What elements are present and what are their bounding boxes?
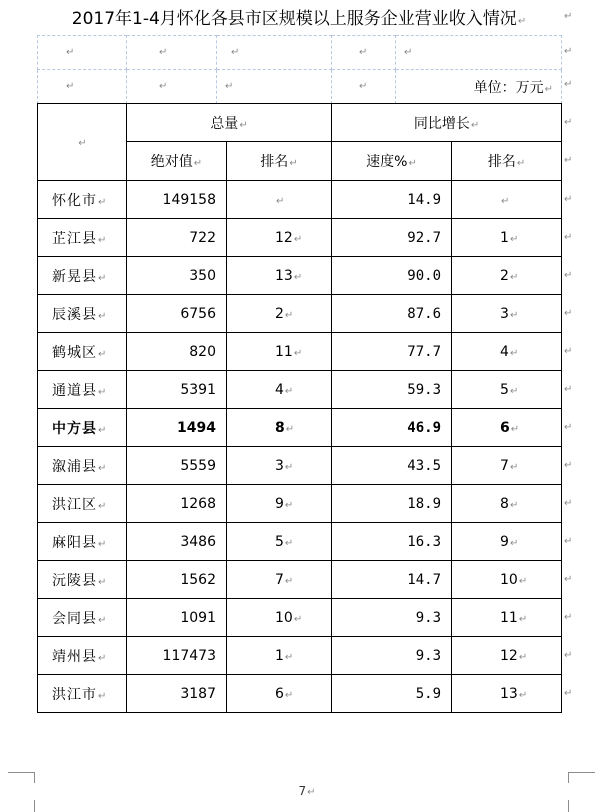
paragraph-mark: ↵ (408, 158, 417, 169)
header-speed-label: 速度% (366, 154, 408, 170)
rank-cell-text: 13 (275, 267, 293, 284)
table-row (38, 371, 562, 409)
paragraph-mark: ↵ (518, 651, 528, 663)
crop-mark-right-lower (568, 800, 595, 812)
rank2-cell (452, 409, 562, 447)
rank2-cell-text: 10 (500, 571, 518, 588)
region-name-cell (38, 371, 127, 409)
paragraph-mark: ↵ (509, 385, 519, 397)
rank2-cell (452, 599, 562, 637)
abs-value-cell-text: 350 (189, 267, 216, 284)
header-rank2 (452, 142, 562, 181)
speed-cell-text: 9.3 (415, 647, 442, 664)
paragraph-mark: ↵ (510, 423, 520, 435)
abs-value-cell (127, 409, 227, 447)
speed-cell (332, 371, 452, 409)
abs-value-cell (127, 485, 227, 523)
rank2-cell (452, 523, 562, 561)
paragraph-mark: ↵ (193, 158, 203, 169)
abs-value-cell (127, 675, 227, 713)
rank-cell-text: 8 (275, 419, 285, 436)
rank-cell-text: 7 (275, 571, 284, 588)
paragraph-mark: ↵ (516, 158, 526, 169)
table-row (38, 333, 562, 371)
speed-cell (332, 219, 452, 257)
crop-mark-right (568, 772, 595, 783)
region-name-cell-text: 鹤城区 (52, 344, 97, 361)
table-row (38, 181, 562, 219)
cell-mark: ↵ (359, 81, 368, 92)
paragraph-mark: ↵ (98, 652, 108, 664)
abs-value-cell (127, 295, 227, 333)
rank2-cell (452, 561, 562, 599)
region-name-cell-text: 沅陵县 (52, 572, 97, 589)
title-text: 2017年1-4月怀化各县市区规模以上服务企业营业收入情况 (71, 9, 517, 29)
speed-cell (332, 523, 452, 561)
paragraph-mark: ↵ (293, 613, 303, 625)
paragraph-mark: ↵ (98, 614, 108, 626)
paragraph-mark: ↵ (98, 386, 108, 398)
abs-value-cell-text: 149158 (162, 191, 216, 208)
region-name-cell (38, 295, 127, 333)
row-end-mark: ↵ (564, 79, 573, 90)
abs-value-cell-text: 117473 (162, 647, 216, 664)
table-row (38, 599, 562, 637)
speed-cell (332, 295, 452, 333)
rank-cell (227, 599, 332, 637)
rank2-cell-text: 6 (500, 419, 510, 436)
page-number (0, 784, 614, 798)
speed-cell-text: 59.3 (407, 381, 442, 398)
rank-cell-text: 3 (275, 457, 284, 474)
header-abs-value (127, 142, 227, 181)
paragraph-mark: ↵ (98, 234, 108, 246)
paragraph-mark: ↵ (509, 233, 519, 245)
paragraph-mark: ↵ (98, 538, 108, 550)
paragraph-mark: ↵ (284, 309, 294, 321)
paragraph-mark: ↵ (285, 423, 295, 435)
abs-value-cell (127, 599, 227, 637)
paragraph-mark: ↵ (509, 499, 519, 511)
table-row (38, 219, 562, 257)
region-name-cell (38, 485, 127, 523)
grid-cell (217, 36, 332, 70)
paragraph-mark: ↵ (544, 83, 553, 95)
speed-cell-text: 46.9 (407, 419, 442, 436)
table-title (37, 3, 561, 35)
region-name-cell-text: 会同县 (52, 610, 97, 627)
table-body (38, 181, 562, 713)
row-end-mark: ↵ (564, 536, 573, 547)
region-name-cell (38, 599, 127, 637)
rank2-cell-text: 3 (500, 305, 509, 322)
rank-cell-text: 9 (275, 495, 284, 512)
revenue-table (37, 103, 562, 713)
speed-cell-text: 16.3 (407, 533, 442, 550)
cell-mark: ↵ (159, 47, 168, 58)
speed-cell (332, 447, 452, 485)
abs-value-cell-text: 820 (189, 343, 216, 360)
table-row (38, 561, 562, 599)
rank-cell (227, 257, 332, 295)
paragraph-mark: ↵ (518, 689, 528, 701)
header-abs-value-label: 绝对值 (150, 154, 193, 170)
grid-cell (38, 70, 127, 104)
header-yoy-label: 同比增长 (413, 115, 470, 132)
crop-mark-left (8, 772, 35, 783)
paragraph-mark: ↵ (518, 613, 528, 625)
paragraph-mark: ↵ (517, 16, 527, 27)
grid-cell (396, 36, 562, 70)
header-speed (332, 142, 452, 181)
paragraph-mark: ↵ (284, 689, 294, 701)
rank2-cell (452, 675, 562, 713)
layout-grid (37, 35, 562, 104)
row-end-mark: ↵ (564, 498, 573, 509)
region-name-cell-text: 芷江县 (52, 230, 97, 247)
rank-cell (227, 485, 332, 523)
table-row (38, 675, 562, 713)
region-name-cell-text: 溆浦县 (52, 458, 97, 475)
rank-cell (227, 561, 332, 599)
region-name-cell (38, 333, 127, 371)
paragraph-mark: ↵ (98, 196, 108, 208)
abs-value-cell (127, 637, 227, 675)
rank-cell (227, 295, 332, 333)
abs-value-cell-text: 5559 (180, 457, 216, 474)
rank-cell (227, 637, 332, 675)
rank2-cell-text: 8 (500, 495, 509, 512)
speed-cell (332, 675, 452, 713)
header-total-label: 总量 (210, 115, 239, 132)
rank-cell-text: 6 (275, 685, 284, 702)
region-name-cell-text: 中方县 (52, 420, 97, 437)
header-yoy (332, 104, 562, 142)
rank2-cell-text: 5 (500, 381, 509, 398)
table-row (38, 295, 562, 333)
speed-cell (332, 181, 452, 219)
table-row (38, 447, 562, 485)
grid-cell (38, 36, 127, 70)
region-name-cell-text: 怀化市 (52, 192, 97, 209)
paragraph-mark: ↵ (470, 119, 480, 131)
paragraph-mark: ↵ (98, 500, 108, 512)
paragraph-mark: ↵ (509, 537, 519, 549)
abs-value-cell-text: 3187 (180, 685, 216, 702)
speed-cell-text: 43.5 (407, 457, 442, 474)
rank2-cell-text: 1 (500, 229, 509, 246)
rank-cell (227, 219, 332, 257)
crop-mark-left-lower (8, 800, 35, 812)
row-end-mark: ↵ (564, 574, 573, 585)
paragraph-mark: ↵ (98, 690, 108, 702)
cell-mark: ↵ (231, 47, 240, 58)
rank-cell (227, 675, 332, 713)
rank2-cell (452, 485, 562, 523)
row-end-mark: ↵ (564, 270, 573, 281)
abs-value-cell (127, 333, 227, 371)
unit-cell (396, 70, 562, 104)
paragraph-mark: ↵ (509, 271, 519, 283)
rank2-cell-text: 7 (500, 457, 509, 474)
speed-cell-text: 5.9 (415, 685, 442, 702)
rank-cell-text: 5 (275, 533, 284, 550)
row-end-mark: ↵ (564, 422, 573, 433)
paragraph-mark: ↵ (284, 575, 294, 587)
speed-cell (332, 561, 452, 599)
paragraph-mark: ↵ (98, 310, 108, 322)
header-rank (227, 142, 332, 181)
rank2-cell-text: 4 (500, 343, 509, 360)
rank2-cell (452, 333, 562, 371)
abs-value-cell (127, 257, 227, 295)
row-end-mark: ↵ (564, 232, 573, 243)
speed-cell-text: 18.9 (407, 495, 442, 512)
region-name-cell (38, 257, 127, 295)
table-row (38, 523, 562, 561)
rank2-cell (452, 637, 562, 675)
rank-cell-text: 4 (275, 381, 284, 398)
row-end-mark: ↵ (564, 346, 573, 357)
paragraph-mark: ↵ (284, 461, 294, 473)
rank2-cell-text: 12 (500, 647, 518, 664)
row-end-mark: ↵ (564, 650, 573, 661)
region-name-cell (38, 219, 127, 257)
region-name-cell-text: 洪江市 (52, 686, 97, 703)
abs-value-cell-text: 1091 (180, 609, 216, 626)
rank-cell-text: 1 (275, 647, 284, 664)
abs-value-cell-text: 5391 (180, 381, 216, 398)
paragraph-mark: ↵ (293, 347, 303, 359)
rank-cell (227, 447, 332, 485)
region-name-cell (38, 181, 127, 219)
abs-value-cell (127, 561, 227, 599)
row-end-mark: ↵ (564, 460, 573, 471)
region-name-cell (38, 637, 127, 675)
abs-value-cell-text: 1562 (180, 571, 216, 588)
rank2-cell-text: 13 (500, 685, 518, 702)
region-name-cell-text: 靖州县 (52, 648, 97, 665)
grid-cell (217, 70, 332, 104)
row-end-mark: ↵ (564, 194, 573, 205)
row-end-mark: ↵ (564, 11, 573, 22)
unit-label: 单位：万元 (473, 79, 544, 96)
row-end-mark: ↵ (564, 612, 573, 623)
cell-mark: ↵ (66, 81, 75, 92)
grid-cell (127, 36, 217, 70)
row-end-mark: ↵ (564, 384, 573, 395)
speed-cell-text: 14.9 (407, 191, 442, 208)
speed-cell-text: 90.0 (407, 267, 442, 284)
row-end-mark: ↵ (564, 46, 573, 57)
table-row (38, 257, 562, 295)
table-row (38, 409, 562, 447)
abs-value-cell-text: 6756 (180, 305, 216, 322)
paragraph-mark: ↵ (284, 385, 294, 397)
rank-cell-text: 12 (275, 229, 293, 246)
speed-cell (332, 409, 452, 447)
abs-value-cell (127, 181, 227, 219)
abs-value-cell (127, 447, 227, 485)
rank2-cell (452, 257, 562, 295)
rank2-cell (452, 447, 562, 485)
abs-value-cell-text: 1494 (177, 419, 216, 436)
rank-cell (227, 409, 332, 447)
rank-cell (227, 371, 332, 409)
paragraph-mark: ↵ (239, 119, 248, 131)
grid-cell (127, 70, 217, 104)
speed-cell (332, 257, 452, 295)
paragraph-mark: ↵ (284, 651, 294, 663)
region-name-cell (38, 675, 127, 713)
speed-cell (332, 485, 452, 523)
region-name-cell-text: 洪江区 (52, 496, 97, 513)
header-rank2-label: 排名 (487, 154, 516, 170)
region-name-cell (38, 523, 127, 561)
paragraph-mark: ↵ (276, 195, 285, 207)
speed-cell (332, 599, 452, 637)
paragraph-mark: ↵ (98, 348, 108, 360)
rank2-cell (452, 371, 562, 409)
abs-value-cell (127, 219, 227, 257)
paragraph-mark: ↵ (98, 272, 108, 284)
paragraph-mark: ↵ (518, 575, 528, 587)
rank2-cell (452, 295, 562, 333)
cell-mark: ↵ (359, 47, 368, 58)
speed-cell-text: 92.7 (407, 229, 442, 246)
paragraph-mark: ↵ (509, 309, 519, 321)
rank-cell (227, 333, 332, 371)
row-end-mark: ↵ (564, 117, 573, 128)
rank-cell (227, 181, 332, 219)
table-row (38, 485, 562, 523)
abs-value-cell (127, 523, 227, 561)
row-end-mark: ↵ (564, 688, 573, 699)
grid-cell (332, 70, 396, 104)
paragraph-mark: ↵ (501, 195, 510, 207)
page-number-text: 7 (298, 784, 307, 798)
speed-cell-text: 77.7 (407, 343, 442, 360)
paragraph-mark: ↵ (293, 271, 303, 283)
row-end-mark: ↵ (564, 308, 573, 319)
region-name-cell (38, 409, 127, 447)
paragraph-mark: ↵ (98, 576, 108, 588)
paragraph-mark: ↵ (293, 233, 303, 245)
region-name-cell-text: 辰溪县 (52, 306, 97, 323)
table-row (38, 637, 562, 675)
paragraph-mark: ↵ (98, 462, 108, 474)
row-end-mark: ↵ (564, 155, 573, 166)
abs-value-cell-text: 1268 (180, 495, 216, 512)
grid-cell (332, 36, 396, 70)
cell-mark: ↵ (225, 81, 234, 92)
rank2-cell-text: 9 (500, 533, 509, 550)
paragraph-mark: ↵ (78, 138, 87, 149)
header-rank-label: 排名 (260, 154, 289, 170)
grid-row (38, 36, 562, 70)
paragraph-mark: ↵ (284, 499, 294, 511)
rank-cell-text: 10 (275, 609, 293, 626)
rank-cell (227, 523, 332, 561)
speed-cell (332, 333, 452, 371)
cell-mark: ↵ (159, 81, 168, 92)
cell-mark: ↵ (66, 47, 75, 58)
region-name-cell-text: 新晃县 (52, 268, 97, 285)
grid-row (38, 70, 562, 104)
paragraph-mark: ↵ (509, 461, 519, 473)
paragraph-mark: ↵ (98, 424, 108, 436)
header-total (127, 104, 332, 142)
speed-cell-text: 87.6 (407, 305, 442, 322)
speed-cell-text: 14.7 (407, 571, 442, 588)
rank2-cell (452, 219, 562, 257)
abs-value-cell-text: 3486 (180, 533, 216, 550)
rank2-cell (452, 181, 562, 219)
region-name-cell (38, 447, 127, 485)
header-corner-cell (38, 104, 127, 181)
cell-mark: ↵ (404, 47, 413, 58)
header-row-1 (38, 104, 562, 142)
region-name-cell-text: 通道县 (52, 382, 97, 399)
region-name-cell (38, 561, 127, 599)
abs-value-cell (127, 371, 227, 409)
paragraph-mark: ↵ (307, 787, 316, 798)
speed-cell (332, 637, 452, 675)
region-name-cell-text: 麻阳县 (52, 534, 97, 551)
rank-cell-text: 2 (275, 305, 284, 322)
abs-value-cell-text: 722 (189, 229, 216, 246)
paragraph-mark: ↵ (284, 537, 294, 549)
paragraph-mark: ↵ (509, 347, 519, 359)
rank2-cell-text: 2 (500, 267, 509, 284)
rank2-cell-text: 11 (500, 609, 518, 626)
paragraph-mark: ↵ (289, 158, 298, 169)
rank-cell-text: 11 (275, 343, 293, 360)
speed-cell-text: 9.3 (415, 609, 442, 626)
